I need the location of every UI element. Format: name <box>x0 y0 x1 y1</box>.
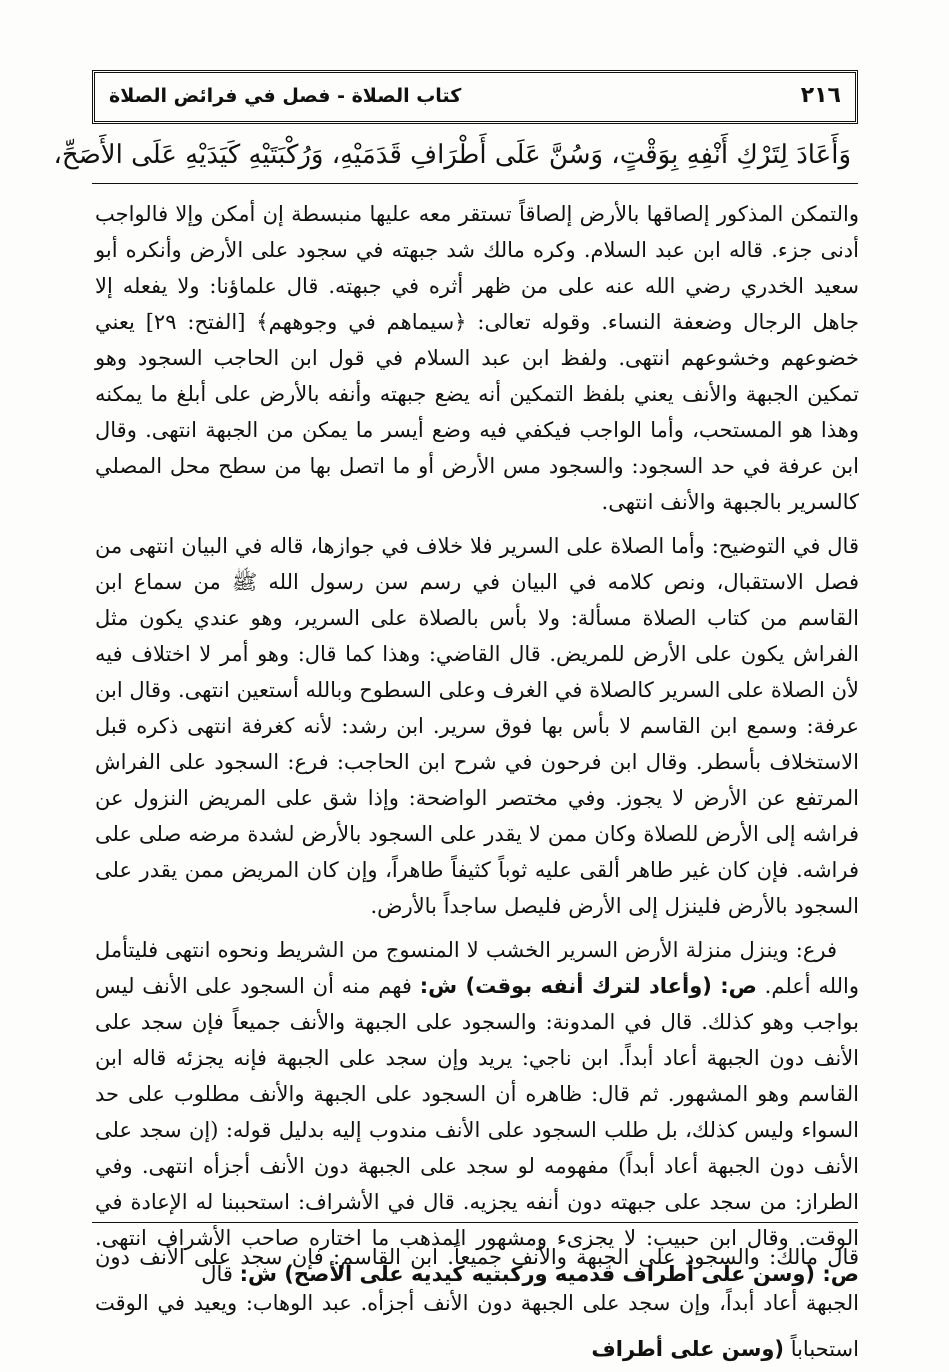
commentary-text: فرع: وينزل منزلة الأرض السرير الخشب لا المنسوج من الشريط ونحوه انتهى فليتأمل والله أعلم. <box>95 938 859 998</box>
footnote-matn-quote: (وسن على أطراف <box>591 1337 784 1361</box>
main-text-divider <box>92 183 858 184</box>
main-text-verse: وَأَعَادَ لِتَرْكِ أَنْفِهِ بِوَقْتٍ، وَسُنَّ عَلَى أَطْرَافِ قَدَمَيْهِ، وَرُكْبَتَيْهِ كَيَدَيْهِ عَلَى الأَصَحِّ، <box>53 140 851 170</box>
commentary-text: فهم منه أن السجود على الأنف ليس بواجب وهو كذلك. قال في المدونة: والسجود على الجبهة والأنف جميعاً فإن سجد على الأنف دون الجبهة أعاد أبداً. ابن ناجي: يريد وإن سجد على الجبهة فإنه يجزئه قاله ابن القاسم وهو المشهور. ثم قال: ظاهره أن السجود على الجبهة والأنف مطلوب على حد السواء وليس كذلك، بل طلب السجود على الأنف مندوب إليه بدليل قوله: (إن سجد على الأنف دون الجبهة أعاد أبداً) مفهومه لو سجد على الجبهة دون الأنف أجزأه انتهى. وفي الطراز: من سجد على جبهته دون أنفه يجزيه. قال في الأشراف: استحببنا له الإعادة في الوقت. وقال ابن حبيب: لا يجزىء ومشهور المذهب ما اختاره صاحب الأشراف انتهى. <box>95 974 859 1250</box>
page-number: ٢١٦ <box>800 83 841 108</box>
footnote-text: قال مالك: والسجود على الجبهة والأنف جميعاً. ابن القاسم: فإن سجد على الأنف دون الجبهة أعاد أبداً، وإن سجد على الجبهة دون الأنف أجزأه. عبد الوهاب: ويعيد في الوقت استحباباً <box>95 1245 859 1361</box>
commentary-paragraph: والتمكن المذكور إلصاقها بالأرض إلصاقاً تستقر معه عليها منبسطة إن أمكن وإلا فالواجب أدنى جزء. قاله ابن عبد السلام. وكره مالك شد جبهته في سجود على الأرض وأنكره أبو سعيد الخدري رضي الله عنه على من ظهر أثره في جبهته. قال علماؤنا: ولا يفعله إلا جاهل الرجال وضعفة النساء. وقوله تعالى: ﴿سيماهم في وجوههم﴾ [الفتح: ٢٩] يعني خضوعهم وخشوعهم انتهى. ولفظ ابن عبد السلام في قول ابن الحاجب السجود وهو تمكين الجبهة والأنف يعني بلفظ التمكين أنه يضع جبهته وأنفه بالأرض على أبلغ ما يمكنه وهذا هو المستحب، وأما الواجب فيكفي فيه وضع أيسر ما يمكن من الجبهة انتهى. وقال ابن عرفة في حد السجود: والسجود مس الأرض أو ما اتصل بها من سطح محل المصلي كالسرير بالجبهة والأنف انتهى. <box>95 202 860 514</box>
page-header <box>92 70 858 124</box>
footnote-divider <box>92 1222 858 1223</box>
commentary <box>95 196 859 1300</box>
matn-quote: ص: (وأعاد لترك أنفه بوقت) ش: <box>419 974 757 998</box>
commentary-text: قال <box>201 1262 233 1286</box>
footnote <box>95 1234 859 1372</box>
running-title: كتاب الصلاة - فصل في فرائض الصلاة <box>109 85 462 107</box>
commentary-paragraph: قال في التوضيح: وأما الصلاة على السرير فلا خلاف في جوازها، قاله في البيان انتهى من فصل الاستقبال، ونص كلامه في البيان في رسم سن رسول الله ﷺ من سماع ابن القاسم من كتاب الصلاة مسألة: ولا بأس بالصلاة على السرير، وهو عندي يكون مثل الفراش يكون على الأرض للمريض. قال القاضي: وهذا كما قال: وهو أمر لا اختلاف فيه لأن الصلاة على السرير كالصلاة في الغرف وعلى السطوح وبالله أستعين انتهى. وقال ابن عرفة: وسمع ابن القاسم لا بأس بها فوق سرير. ابن رشد: لأنه كغرفة انتهى ذكره قبل الاستخلاف بأسطر. وقال ابن فرحون في شرح ابن الحاجب: فرع: السجود على الفراش المرتفع عن الأرض لا يجوز. وفي مختصر الواضحة: وإذا شق على المريض النزول عن فراشه إلى الأرض للصلاة وكان ممن لا يقدر على السجود بالأرض لشدة مرضه صلى على فراشه. فإن كان غير طاهر ألقى عليه ثوباً كثيفاً طاهراً، وإن كان المريض ممن يقدر على السجود بالأرض فلينزل إلى الأرض فليصل ساجداً بالأرض. <box>95 534 859 918</box>
matn-quote: ص: (وسن على أطراف قدميه وركبتيه كيديه على الأصح) ش: <box>239 1262 859 1286</box>
